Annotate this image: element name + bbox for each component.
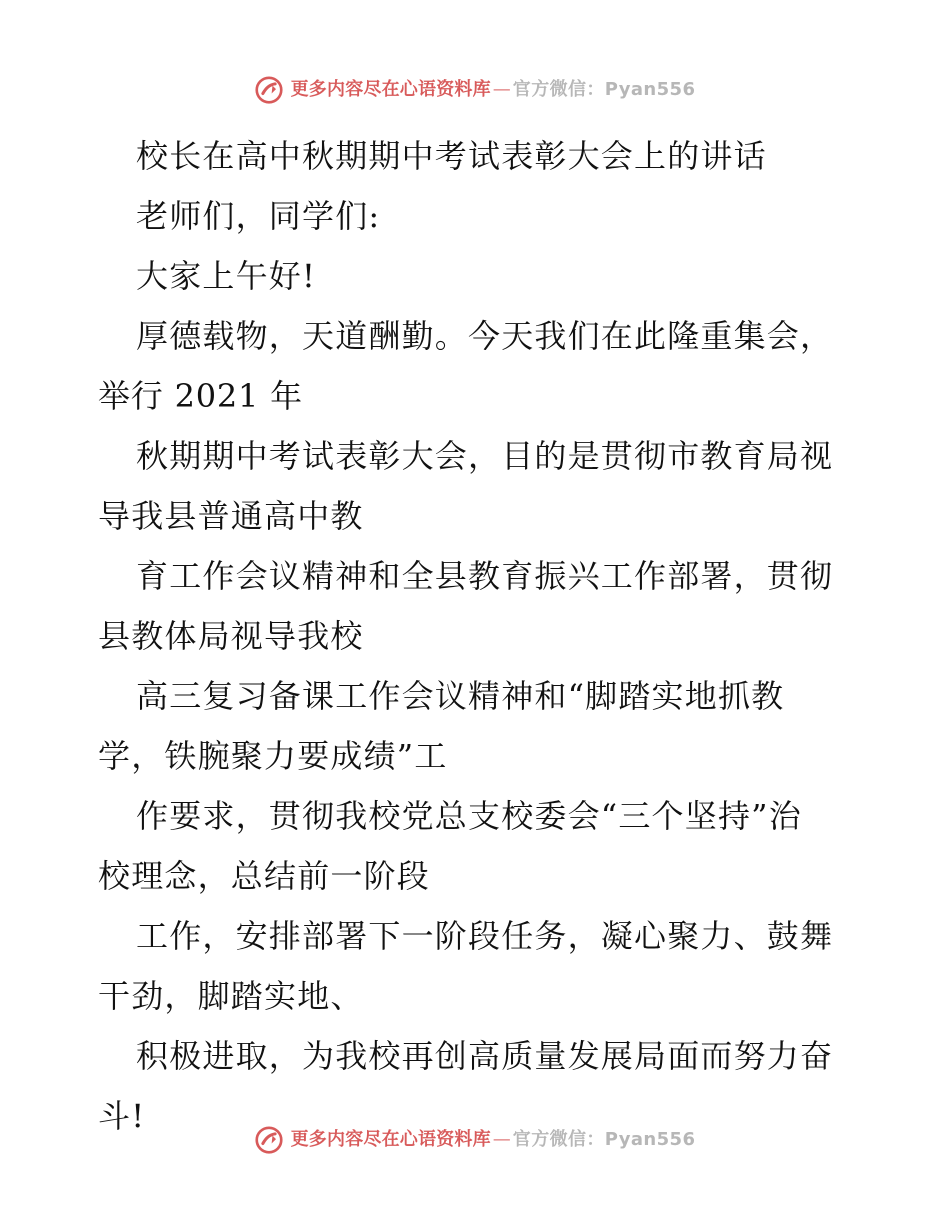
paragraph-line: 厚德载物，天道酬勤。今天我们在此隆重集会， <box>136 317 834 355</box>
watermark-separator: — <box>492 1129 511 1150</box>
logo-icon <box>255 76 283 104</box>
document-title: 校长在高中秋期期中考试表彰大会上的讲话 <box>136 137 767 175</box>
greeting-line: 老师们，同学们: <box>136 197 381 235</box>
paragraph-line: 县教体局视导我校 <box>98 617 364 655</box>
paragraph-line: 育工作会议精神和全县教育振兴工作部署，贯彻 <box>136 557 834 595</box>
paragraph-line: 工作，安排部署下一阶段任务，凝心聚力、鼓舞 <box>136 917 834 955</box>
paragraph-line: 积极进取，为我校再创高质量发展局面而努力奋 <box>136 1037 834 1075</box>
footer-watermark <box>0 1120 950 1160</box>
logo-icon <box>255 1126 283 1154</box>
paragraph-line: 高三复习备课工作会议精神和“脚踏实地抓教 <box>136 677 785 715</box>
watermark-red-text: 更多内容尽在心语资料库 <box>290 79 491 100</box>
watermark-text <box>291 1131 696 1149</box>
watermark-gray-text: 官方微信：Pyan556 <box>512 79 696 100</box>
paragraph-line: 举行 2021 年 <box>98 377 303 415</box>
paragraph-line: 导我县普通高中教 <box>98 497 364 535</box>
greeting-line-2: 大家上午好! <box>136 257 317 295</box>
paragraph-line: 作要求，贯彻我校党总支校委会“三个坚持”治 <box>136 797 802 835</box>
paragraph-line: 学，铁腕聚力要成绩”工 <box>98 737 448 775</box>
watermark-gray-text: 官方微信：Pyan556 <box>512 1129 696 1150</box>
paragraph-line: 斗! <box>98 1097 146 1135</box>
paragraph-line: 校理念，总结前一阶段 <box>98 857 431 895</box>
watermark-red-text: 更多内容尽在心语资料库 <box>290 1129 491 1150</box>
paragraph-line: 干劲，脚踏实地、 <box>98 977 364 1015</box>
paragraph-line: 秋期期中考试表彰大会，目的是贯彻市教育局视 <box>136 437 834 475</box>
header-watermark <box>0 70 950 110</box>
watermark-separator: — <box>492 79 511 100</box>
document-body <box>98 126 878 1146</box>
watermark-text <box>291 81 696 99</box>
